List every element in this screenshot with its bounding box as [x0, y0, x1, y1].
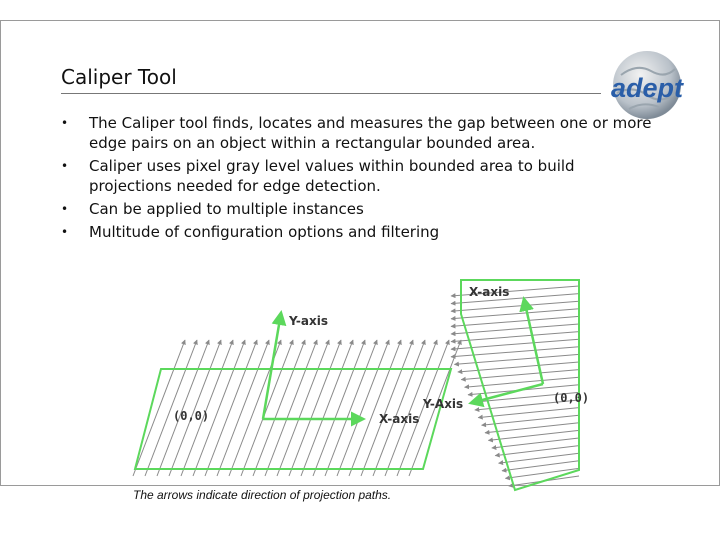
caliper-diagram	[121, 256, 601, 502]
projection-path-line	[495, 446, 579, 456]
right-origin-label: (0,0)	[553, 391, 590, 405]
figure-caption: The arrows indicate direction of projection paths.	[133, 488, 392, 502]
projection-path-line	[499, 453, 579, 463]
projection-path-line	[488, 430, 579, 440]
slide-title: Caliper Tool	[61, 65, 177, 89]
bullet-text: Can be applied to multiple instances	[89, 200, 364, 218]
bullet-text: The Caliper tool finds, locates and measures the gap between one or more edge pairs on an object within a rectangular bounded area.	[89, 114, 652, 152]
title-divider	[61, 93, 601, 94]
projection-path-line	[451, 309, 579, 319]
bullet-text: Multitude of configuration options and filtering	[89, 223, 440, 241]
projection-path-line	[451, 316, 579, 326]
bullet-item	[61, 156, 661, 196]
bullet-dot: •	[61, 116, 69, 130]
projection-path-line	[492, 438, 579, 448]
projection-path-line	[502, 461, 579, 471]
bullet-list	[61, 113, 661, 245]
left-origin-label: (0,0)	[173, 409, 210, 423]
bullet-text: Caliper uses pixel gray level values within bounded area to build projections needed for edge detection.	[89, 157, 575, 195]
bullet-item	[61, 222, 661, 242]
bullet-item	[61, 199, 661, 219]
left-projection-lines	[133, 340, 464, 476]
right-bounding-box	[461, 280, 579, 490]
right-y-axis-label: Y-Axis	[423, 397, 464, 411]
left-y-axis-arrow	[263, 313, 281, 419]
projection-path-line	[451, 324, 579, 334]
bullet-dot: •	[61, 225, 69, 239]
projection-path-line	[482, 415, 579, 425]
bullet-dot: •	[61, 159, 69, 173]
slide	[0, 20, 720, 502]
bullet-item	[61, 113, 661, 153]
left-x-axis-label: X-axis	[379, 412, 420, 426]
projection-path-line	[451, 332, 579, 342]
right-x-axis-label: X-axis	[469, 285, 510, 299]
projection-path-line	[451, 301, 579, 311]
right-projection-lines	[451, 286, 579, 486]
projection-path-line	[451, 347, 579, 357]
bullet-dot: •	[61, 202, 69, 216]
left-y-axis-label: Y-axis	[289, 314, 328, 328]
logo-text: adept	[611, 73, 684, 103]
projection-path-line	[485, 423, 579, 433]
